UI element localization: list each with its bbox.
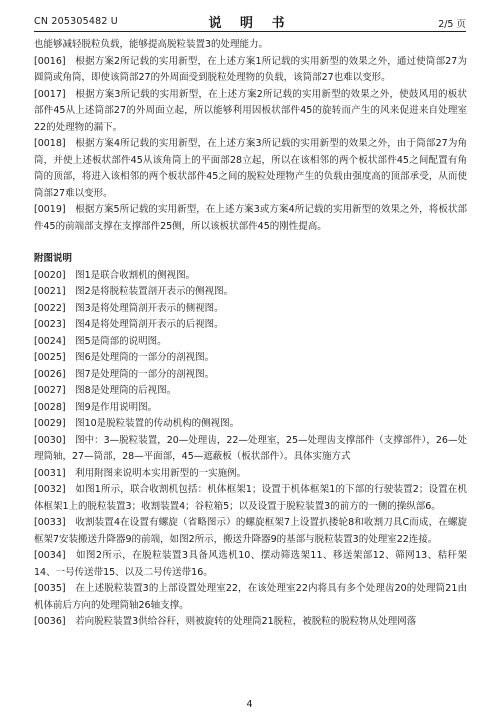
- figure-list-item: [0025] 图6是处理筒的一部分的剖视图。: [34, 352, 215, 363]
- page-header: [34, 11, 466, 32]
- figure-list-item: [0022] 图3是将处理筒剖开表示的侧视图。: [34, 302, 224, 314]
- paragraph: 也能够减轻脱粒负载，能够提高脱粒装置3的处理能力。: [34, 39, 269, 50]
- figure-list-item: [0029] 图10是脱粒装置的传动机构的侧视图。: [34, 418, 240, 429]
- page-count: 2/5 页: [438, 19, 466, 30]
- paragraph: [0017] 根据方案3所记载的实用新型，在上述方案2所记载的实用新型的效果之外，使鼓风用的板状部件45从上述筒部27的外周面立起，所以能够利用因板状部件45的旋转而产生的风来促进来自处理室22的处理物的漏下。: [34, 88, 467, 133]
- document-body: [34, 37, 467, 631]
- paragraph: [0035] 在上述脱粒装置3的上部设置处理室22，在该处理室22内将具有多个处理齿20的处理筒21由机体前后方向的处理筒轴26轴支撑。: [34, 583, 467, 611]
- figure-list-item: [0028] 图9是作用说明图。: [34, 401, 158, 413]
- paragraph: [0031] 利用附图来说明本实用新型的一实施例。: [34, 467, 247, 479]
- paragraph: [0030] 图中：3—脱粒装置，20—处理齿，22—处理室，25—处理齿支撑部件（支撑部件），26—处理筒轴，27—筒部，28—平面部，45—遮蔽板（板状部件）。具体实施方式: [34, 434, 467, 462]
- figure-list-item: [0024] 图5是筒部的说明图。: [34, 335, 167, 347]
- figure-list-item: [0027] 图8是处理筒的后视图。: [34, 385, 177, 396]
- paragraph: [0036] 若向脱粒装置3供给谷秆，则被旋转的处理筒21脱粒，被脱粒的脱粒物从处理网落: [34, 616, 417, 627]
- paragraph: [0034] 如图2所示，在脱粒装置3具备风选机10、摆动筛选架11、移送架部12、筛网13、秸秆架14、一号传送带15、以及二号传送带16。: [34, 550, 467, 578]
- figure-list-item: [0023] 图4是将处理筒剖开表示的后视图。: [34, 319, 224, 330]
- figure-list-item: [0021] 图2是将脱粒装置剖开表示的侧视图。: [34, 286, 234, 297]
- paragraph: [0018] 根据方案4所记载的实用新型，在上述方案3所记载的实用新型的效果之外，由于筒部27为角筒，并使上述板状部件45从该角筒上的平面部28立起，所以在该相邻的两个板状部件45之间配置有角筒的顶部，将进入该相邻的两个板状部件45之间的脱粒处理物产生的负载由强度高的顶部承受，从而使筒部27难以变形。: [34, 138, 467, 199]
- section-title: 附图说明: [34, 253, 73, 264]
- paragraph: [0033] 收割装置4在设置有螺旋（省略图示）的螺旋框架7上设置扒搂轮8和收割刀具C而成，在螺旋框架7安装搬送升降器9的前端，如图2所示，搬送升降器9的基部与脱粒装置3的处理室22连接。: [34, 517, 467, 545]
- paragraph: [0016] 根据方案2所记载的实用新型，在上述方案1所记载的实用新型的效果之外，通过使筒部27为圆筒或角筒，即使该筒部27的外周面受到脱粒处理物的负载，该筒部27也难以变形。: [34, 55, 467, 83]
- page-number: 4: [246, 699, 253, 710]
- figure-list-item: [0020] 图1是联合收割机的侧视图。: [34, 269, 196, 281]
- figure-list-item: [0026] 图7是处理筒的一部分的剖视图。: [34, 368, 215, 380]
- doc-title: 说 明 书: [208, 16, 292, 31]
- paragraph: [0019] 根据方案5所记载的实用新型，在上述方案3或方案4所记载的实用新型的效果之外，将板状部件45的前端部支撑在支撑部件25侧，所以该板状部件45的刚性提高。: [34, 204, 467, 232]
- paragraph: [0032] 如图1所示，联合收割机包括：机体框架1；设置于机体框架1的下部的行驶装置2；设置在机体框架1上的脱粒装置3；收割装置4；谷粒箱5；以及设置于脱粒装置3的前方的一侧的操纵部6。: [34, 484, 467, 512]
- doc-number: CN 205305482 U: [34, 16, 118, 27]
